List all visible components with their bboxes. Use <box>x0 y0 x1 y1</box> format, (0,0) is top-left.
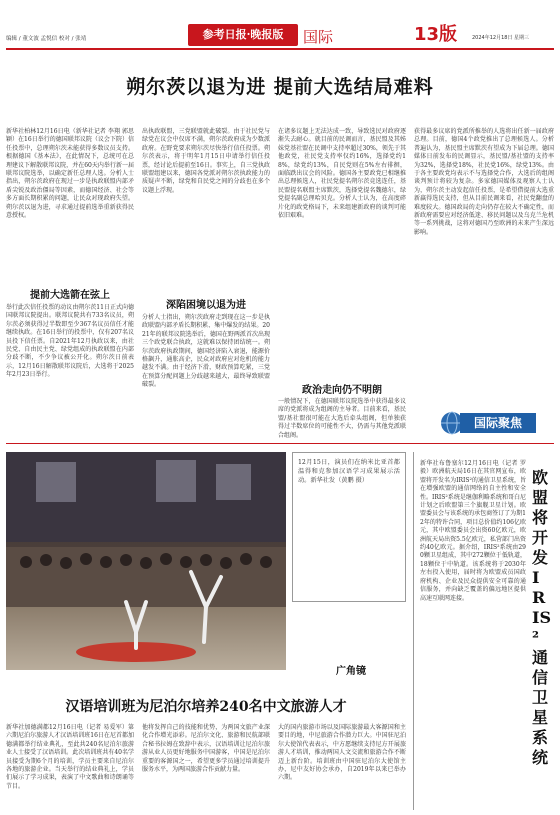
focus-badge-label: 国际聚焦 <box>460 413 536 433</box>
lead-subhead-2: 深陷困境以退为进 <box>166 300 246 311</box>
lead-column-1b: 举行此次信任投票的动议由朔尔茨11日正式向德国联邦议院提出。联邦议院共有733名议员，朔尔茨必须获得过半数即至少367名议员信任才能继续执政。在16日举行的投票中，仅有207名议员投下信任票。自2021年12月执政以来，由社民党、自由民主党、绿党组成的执政联盟在内部分歧不断，不少争议被公开化。朔尔茨日前表示，12月16日解散联邦议院后，大选将于2025年2月23日举行。 <box>6 304 134 379</box>
section-name: 国际 <box>303 28 334 46</box>
lead-column-3b: 一般情况下，在德国联邦议院选举中获得最多议席的党派将成为组阁的主导者。目前来看，基民盟/基社盟很可能在大选后牵头组阁，但单独获得过半数席位的可能性不大，仍需与其他党派联合组阁。 <box>278 398 406 439</box>
lead-column-4: 获得最多议席的党派所推举的人选将出任新一届政府总理。目前，德国4个政党推出了总理候选人。分析普遍认为，基民盟主席默茨有望成为下届总理。德国媒体日前发布的民调显示，基民盟/基社盟的支持率为32%，选择党18%，社民党16%，绿党13%。由于各主要政党均表示不与选择党合作，大选后的组阁谈判预计将较为复杂。多家德国媒体及观察人士认为，朔尔茨主动发起信任投票，是希望借提前大选重新赢得选民支持，但从目前民调来看，社民党翻盘的难度较大。德国政局的走向仍存在较大不确定性，而新政府需要应对经济低迷、移民问题以及乌克兰危机等一系列挑战，这将对德国乃至欧洲的未来产生深远影响。 <box>414 128 554 236</box>
wide-angle-label: 广角镜 <box>336 666 366 677</box>
bottom-column-1: 新华社加德满都12月16日电（记者 易爱军）第六期尼泊尔旅游人才汉语培训班16日在尼首都加德满都举行结业典礼，至此共240名尼泊尔旅游业人士接受了汉语培训。此次培训班共有40名学员接受为期6个月的培训，学员主要来自尼泊尔各地的旅游企业。当天举行的结业典礼上，学员们展示了学习成果，表演了中文歌曲和诗朗诵等节目。 <box>6 724 134 790</box>
lead-column-3: 在诸多议题上无法达成一致，导致选民对政府逐渐失去耐心。就目前的民调而言，基民盟及其姊妹党基社盟在民调中支持率超过30%，领先于其他政党，社民党支持率仅约16%，选择党约18%，绿党约13%，自民党则在5%左右徘徊，面临跌出议会的风险。德国各主要政党已相继推出总理候选人，社民党提名朔尔茨竞选连任，基民盟提名联盟主席默茨，选择党提名魏德尔，绿党提名副总理哈贝克。分析人士认为，在高度碎片化的政党格局下，未来组建新政府的谈判可能依旧艰难。 <box>278 128 406 220</box>
lead-column-2b: 分析人士指出，朔尔茨政府走到现在这一步是执政联盟内部矛盾长期积累、集中爆发的结果。2021年的联邦议院选举后，德国在野两派首次出现三个政党联合执政，这就难以保持团结统一。朔尔茨政府执政期间，德国经济陷入衰退，能源价格飙升，通胀高企，民众对政府应对危机的能力越发不满。由于经济下滑，财政预算吃紧，三党在预算分配问题上分歧越来越大，最终导致联盟破裂。 <box>142 314 270 389</box>
bottom-column-3: 大的国内旅游市场以及国际旅游最大客源国和主要目的地，中尼旅游合作潜力巨大。中国驻尼泊尔大使馆代表表示，中方愿继续支持尼方开展旅游人才培训，推动两国人文交流和旅游合作不断迈上新台阶。培训班由中国驻尼泊尔大使馆主办，尼中友好协会承办，自2019年以来已举办六期。 <box>278 724 406 782</box>
lead-subhead-3: 政治走向仍不明朗 <box>302 385 382 396</box>
issue-date: 2024年12月18日 星期三 <box>472 35 530 41</box>
lead-subhead-1: 提前大选箭在弦上 <box>30 290 110 301</box>
news-photo <box>6 452 286 670</box>
lead-headline: 朔尔茨以退为进 提前大选结局难料 <box>126 76 434 98</box>
section-divider <box>6 443 554 444</box>
bottom-headline: 汉语培训班为尼泊尔培养240名中文旅游人才 <box>65 699 347 715</box>
sidebar-body: 新华社布鲁塞尔12月16日电（记者 罗毅）欧洲航天局16日在其官网宣布，欧盟将开发名为IRIS²的通信卫星系统，旨在增强欧盟的通信网络的自主性和安全性。IRIS²系统是继伽利略系统和哥白尼计划之后欧盟第三个旗舰卫星计划。欧盟委员会与该系统的承包商签订了为期12年的特许合同，项目总价值约106亿欧元，其中欧盟委员会出资60亿欧元，欧洲航天局出资5.5亿欧元，私营部门出资约40亿欧元。据介绍，IRIS²系统由290颗卫星组成，其中272颗位于低轨道，18颗位于中轨道。该系统将于2030年左右投入使用，届时将为欧盟成员国政府机构、企业及民众提供安全可靠的通信服务，并向缺乏覆盖的偏远地区提供高速互联网连接。 <box>420 460 526 602</box>
lead-column-2: 出执政联盟，三党联盟就此破裂。由于社民党与绿党在议会中仅席不满，朔尔茨政府成为少数派政府。在野党要求朔尔茨尽快举行信任投票。朔尔茨表示，将于明年1月15日申请举行信任投票，经讨论后提前至16日。事实上，自三党执政联盟组建以来，德国各党派对朔尔茨执政能力的质疑声不断，绿党和自民党之间的分歧也在多个议题上浮现。 <box>142 128 270 194</box>
focus-badge <box>440 410 538 436</box>
photo-caption-box <box>292 452 406 602</box>
performance-scene-illustration <box>6 452 286 670</box>
photo-caption: 12月15日，演员们在纳米比亚首都温得和克参加汉语学习成果展示活动。新华社发（黄鹏 摄） <box>298 459 400 484</box>
header-rule <box>6 48 554 50</box>
editor-credits: 编辑 / 董文波 孟悦信 校对 / 张靖 <box>6 36 87 42</box>
sidebar-rule <box>413 452 414 810</box>
sidebar-headline: 欧盟将开发IRIS²通信卫星系统 <box>532 468 552 767</box>
bottom-column-2: 他将发挥自己的技能和优势，为两国文旅产业深化合作增光添彩。尼泊尔文化、旅游和民航部联合秘书拉姆在致辞中表示，汉语培训让尼泊尔旅游从业人员更好地服务中国游客，中国是尼泊尔重要的客源国之一，希望更多学员通过培训提升服务水平，为两国旅游合作贡献力量。 <box>142 724 270 774</box>
lead-column-1: 新华社柏林12月16日电（新华社记者 李翔 郭思颖）在16日举行的德国联邦议院（议会下院）信任投票中，总理朔尔茨未能获得多数议员支持。根据德国《基本法》，在此情况下，总统可在总理建议下解散联邦议院，并在60天内举行新一届联邦议院选举，以确定新任总理人选。分析人士指出，朔尔茨政府在现过一步是执政联盟内部矛盾尖锐及政治僵局等因素，而德国经济、社会等多方面长期积累的问题，让民众对现政府失望。朔尔茨以退为进，寻求通过提前选举重新获得民意授权。 <box>6 128 134 220</box>
masthead-banner <box>188 24 298 46</box>
page-number: 13版 <box>414 24 458 45</box>
masthead: 参考日报·晚报版 <box>202 28 284 41</box>
